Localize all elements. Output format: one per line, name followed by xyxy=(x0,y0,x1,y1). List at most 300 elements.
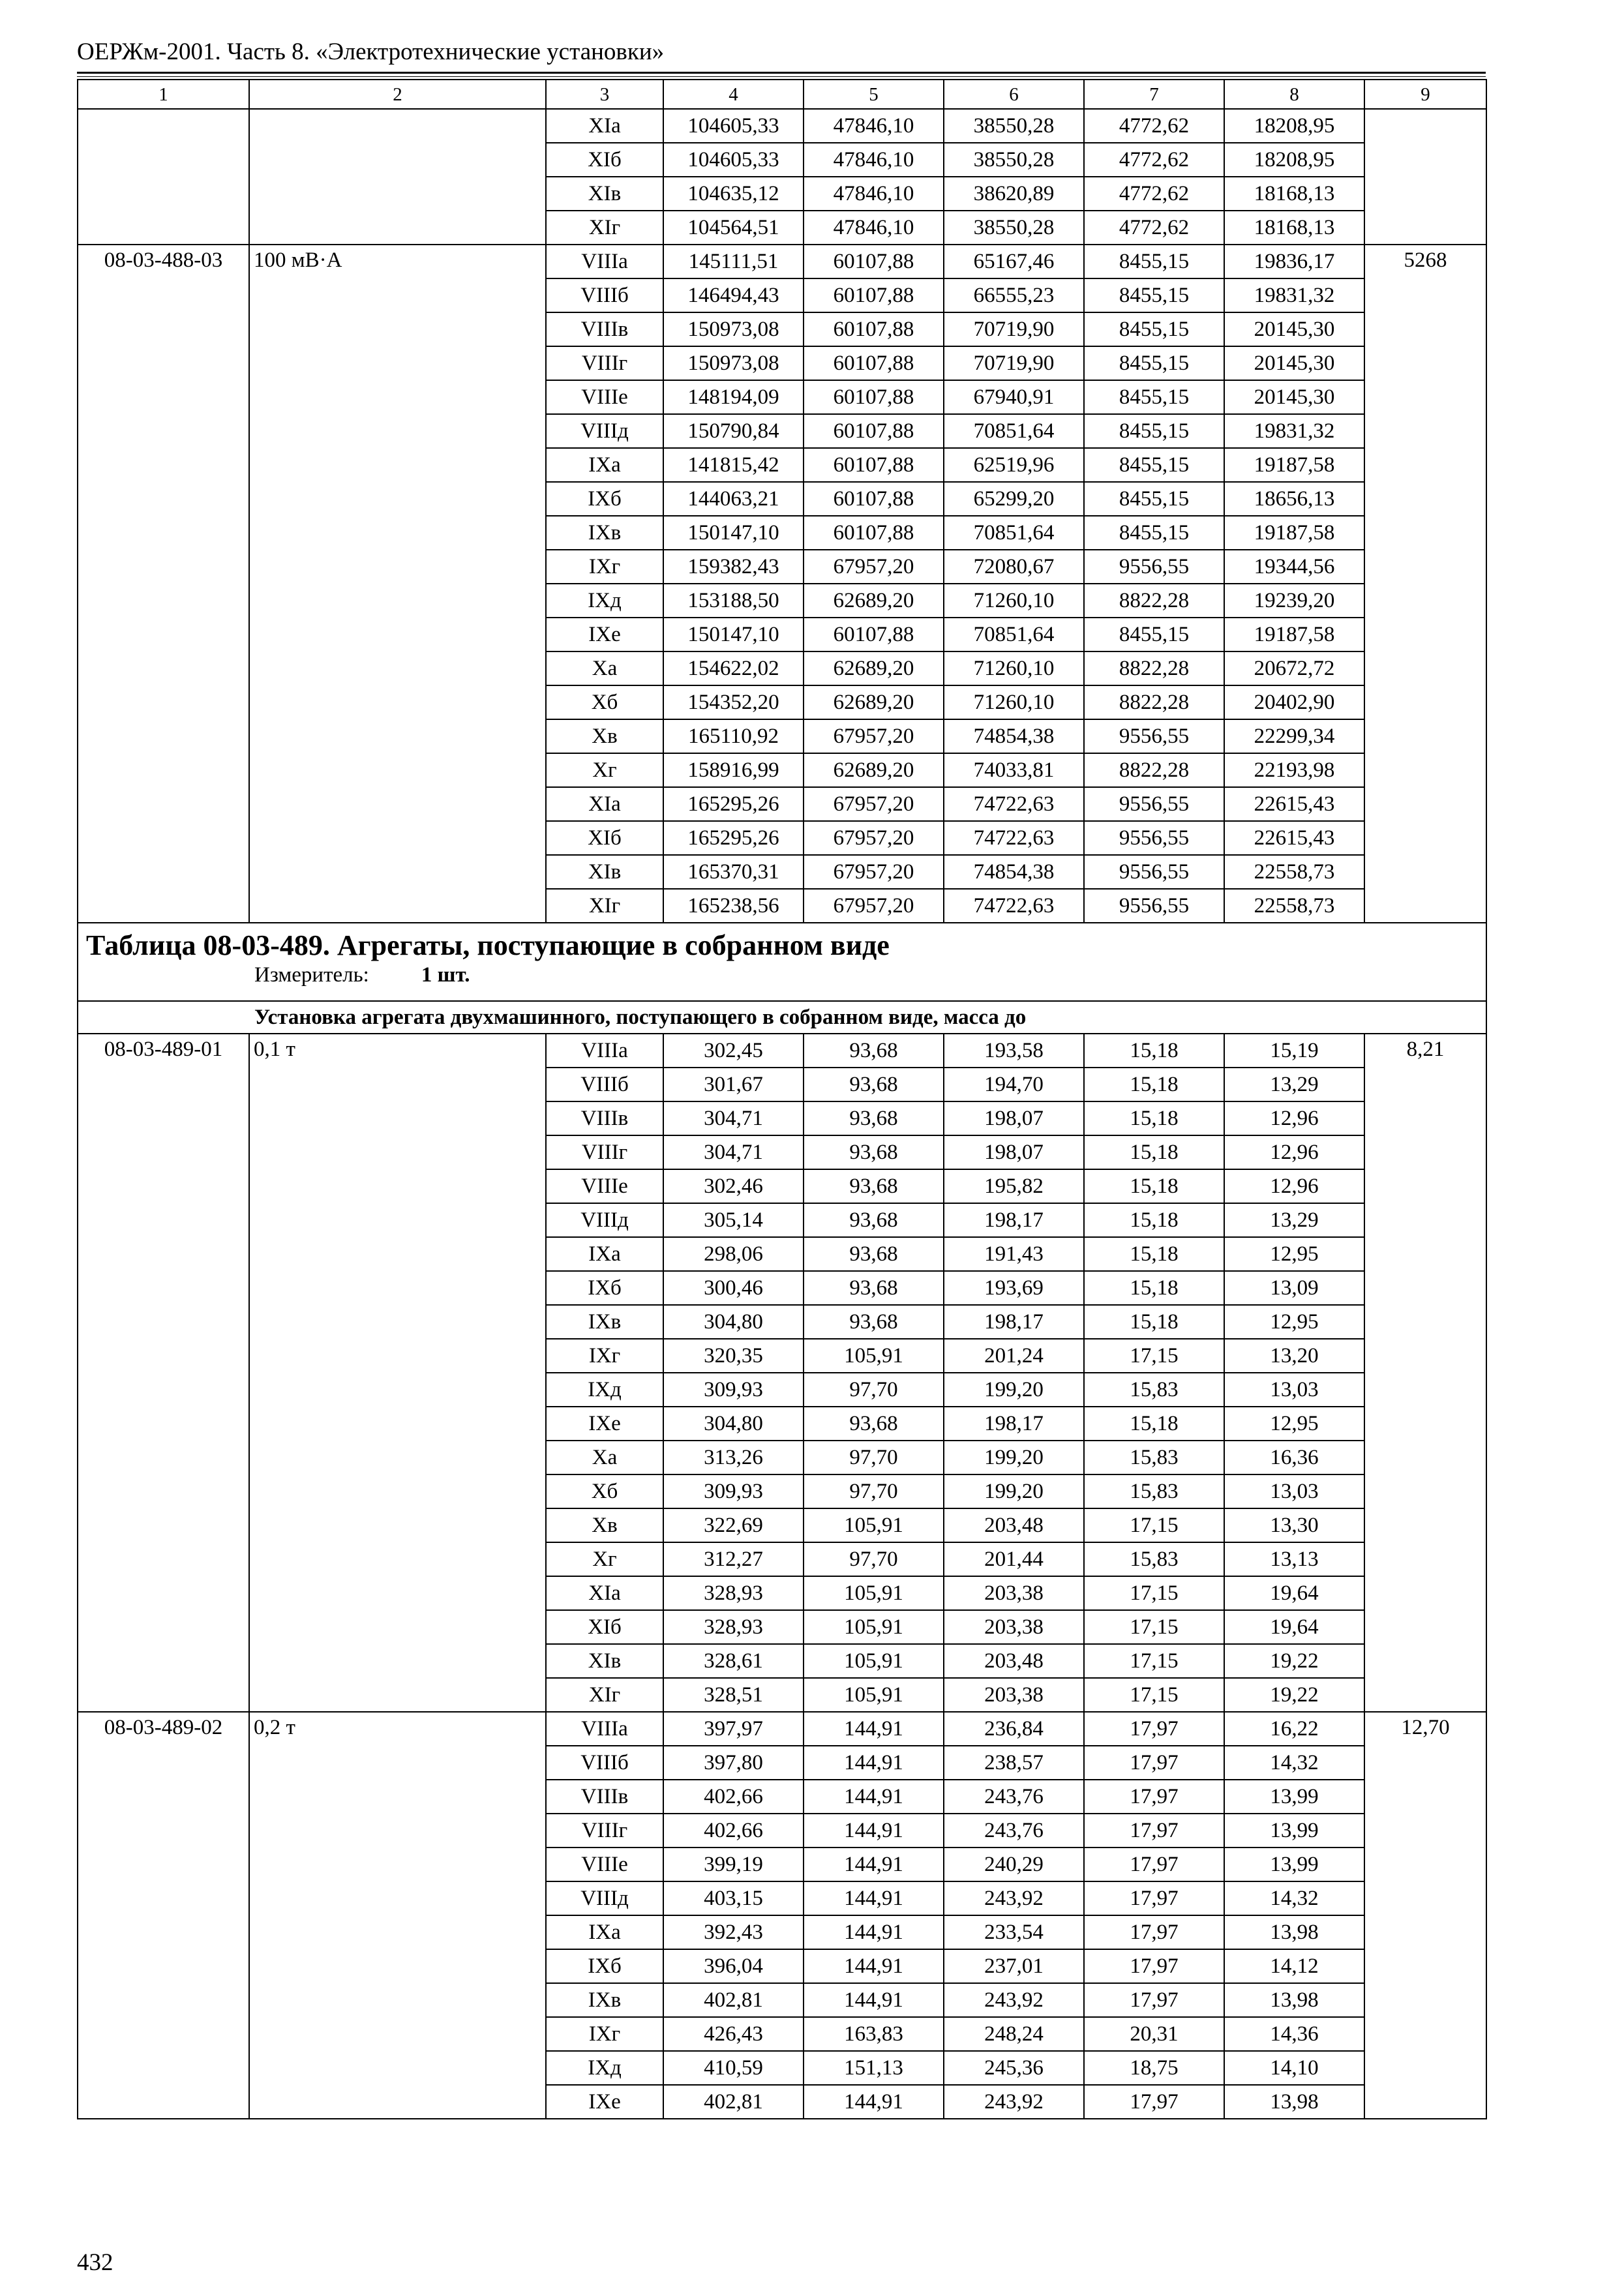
region-cell: VIIIа xyxy=(546,1712,663,1746)
operator-wages-cell: 15,18 xyxy=(1084,1101,1224,1135)
materials-cell: 19239,20 xyxy=(1224,584,1364,618)
operator-wages-cell: 15,18 xyxy=(1084,1203,1224,1237)
materials-cell: 16,22 xyxy=(1224,1712,1364,1746)
wages-cell: 105,91 xyxy=(804,1644,944,1678)
operator-wages-cell: 9556,55 xyxy=(1084,889,1224,923)
column-number: 4 xyxy=(663,80,804,109)
total-cost-cell: 302,46 xyxy=(663,1169,804,1203)
total-cost-cell: 309,93 xyxy=(663,1474,804,1508)
operator-wages-cell: 17,15 xyxy=(1084,1339,1224,1373)
total-cost-cell: 300,46 xyxy=(663,1271,804,1305)
operator-wages-cell: 4772,62 xyxy=(1084,211,1224,245)
operator-wages-cell: 8455,15 xyxy=(1084,312,1224,346)
machine-cost-cell: 71260,10 xyxy=(944,584,1084,618)
total-cost-cell: 154622,02 xyxy=(663,651,804,685)
wages-cell: 60107,88 xyxy=(804,618,944,651)
materials-cell: 13,29 xyxy=(1224,1068,1364,1101)
table-row xyxy=(78,1034,1486,1068)
materials-cell: 13,98 xyxy=(1224,2085,1364,2119)
total-cost-cell: 403,15 xyxy=(663,1881,804,1915)
wages-cell: 151,13 xyxy=(804,2051,944,2085)
extra-value-cell: 12,70 xyxy=(1364,1712,1486,2119)
total-cost-cell: 104605,33 xyxy=(663,109,804,143)
total-cost-cell: 309,93 xyxy=(663,1373,804,1407)
wages-cell: 93,68 xyxy=(804,1237,944,1271)
operator-wages-cell: 8455,15 xyxy=(1084,414,1224,448)
materials-cell: 14,36 xyxy=(1224,2017,1364,2051)
machine-cost-cell: 240,29 xyxy=(944,1848,1084,1881)
operator-wages-cell: 20,31 xyxy=(1084,2017,1224,2051)
machine-cost-cell: 198,17 xyxy=(944,1203,1084,1237)
wages-cell: 47846,10 xyxy=(804,177,944,211)
total-cost-cell: 305,14 xyxy=(663,1203,804,1237)
region-cell: IXв xyxy=(546,1305,663,1339)
machine-cost-cell: 233,54 xyxy=(944,1915,1084,1949)
wages-cell: 163,83 xyxy=(804,2017,944,2051)
operator-wages-cell: 15,18 xyxy=(1084,1034,1224,1068)
total-cost-cell: 396,04 xyxy=(663,1949,804,1983)
operator-wages-cell: 15,83 xyxy=(1084,1474,1224,1508)
total-cost-cell: 397,80 xyxy=(663,1746,804,1780)
wages-cell: 60107,88 xyxy=(804,414,944,448)
page-header: ОЕРЖм-2001. Часть 8. «Электротехнические установки» xyxy=(77,38,665,65)
total-cost-cell: 410,59 xyxy=(663,2051,804,2085)
machine-cost-cell: 237,01 xyxy=(944,1949,1084,1983)
operator-wages-cell: 8455,15 xyxy=(1084,516,1224,550)
region-cell: VIIIа xyxy=(546,1034,663,1068)
machine-cost-cell: 38550,28 xyxy=(944,211,1084,245)
materials-cell: 12,95 xyxy=(1224,1237,1364,1271)
region-cell: Xв xyxy=(546,1508,663,1542)
materials-cell: 22558,73 xyxy=(1224,889,1364,923)
total-cost-cell: 165295,26 xyxy=(663,787,804,821)
operator-wages-cell: 8455,15 xyxy=(1084,380,1224,414)
operator-wages-cell: 17,97 xyxy=(1084,1848,1224,1881)
materials-cell: 12,95 xyxy=(1224,1407,1364,1441)
region-cell: XIв xyxy=(546,855,663,889)
wages-cell: 97,70 xyxy=(804,1441,944,1474)
header-rule-thick xyxy=(77,72,1486,74)
machine-cost-cell: 38620,89 xyxy=(944,177,1084,211)
operator-wages-cell: 8455,15 xyxy=(1084,245,1224,278)
operator-wages-cell: 8455,15 xyxy=(1084,278,1224,312)
materials-cell: 14,32 xyxy=(1224,1881,1364,1915)
operator-wages-cell: 18,75 xyxy=(1084,2051,1224,2085)
wages-cell: 144,91 xyxy=(804,1780,944,1814)
operator-wages-cell: 17,97 xyxy=(1084,1949,1224,1983)
operator-wages-cell: 17,97 xyxy=(1084,1983,1224,2017)
region-cell: VIIIв xyxy=(546,312,663,346)
materials-cell: 12,96 xyxy=(1224,1169,1364,1203)
operator-wages-cell: 9556,55 xyxy=(1084,821,1224,855)
total-cost-cell: 148194,09 xyxy=(663,380,804,414)
wages-cell: 62689,20 xyxy=(804,651,944,685)
column-number: 2 xyxy=(249,80,546,109)
machine-cost-cell: 38550,28 xyxy=(944,143,1084,177)
materials-cell: 14,12 xyxy=(1224,1949,1364,1983)
operator-wages-cell: 17,15 xyxy=(1084,1610,1224,1644)
total-cost-cell: 392,43 xyxy=(663,1915,804,1949)
wages-cell: 144,91 xyxy=(804,1712,944,1746)
rate-code-cell: 08-03-488-03 xyxy=(78,245,249,923)
total-cost-cell: 301,67 xyxy=(663,1068,804,1101)
wages-cell: 67957,20 xyxy=(804,889,944,923)
operator-wages-cell: 15,18 xyxy=(1084,1169,1224,1203)
wages-cell: 144,91 xyxy=(804,1848,944,1881)
total-cost-cell: 397,97 xyxy=(663,1712,804,1746)
materials-cell: 22615,43 xyxy=(1224,821,1364,855)
region-cell: IXд xyxy=(546,584,663,618)
total-cost-cell: 165295,26 xyxy=(663,821,804,855)
total-cost-cell: 399,19 xyxy=(663,1848,804,1881)
machine-cost-cell: 74722,63 xyxy=(944,821,1084,855)
total-cost-cell: 158916,99 xyxy=(663,753,804,787)
operator-wages-cell: 15,18 xyxy=(1084,1407,1224,1441)
operator-wages-cell: 17,97 xyxy=(1084,1712,1224,1746)
wages-cell: 62689,20 xyxy=(804,685,944,719)
total-cost-cell: 150973,08 xyxy=(663,312,804,346)
region-cell: VIIIд xyxy=(546,414,663,448)
parameter-cell: 100 мВ·А xyxy=(249,245,546,923)
wages-cell: 105,91 xyxy=(804,1576,944,1610)
region-cell: IXб xyxy=(546,482,663,516)
operator-wages-cell: 17,15 xyxy=(1084,1508,1224,1542)
materials-cell: 12,95 xyxy=(1224,1305,1364,1339)
total-cost-cell: 298,06 xyxy=(663,1237,804,1271)
column-number: 6 xyxy=(944,80,1084,109)
operator-wages-cell: 17,97 xyxy=(1084,1746,1224,1780)
column-number: 8 xyxy=(1224,80,1364,109)
wages-cell: 60107,88 xyxy=(804,278,944,312)
total-cost-cell: 322,69 xyxy=(663,1508,804,1542)
region-cell: IXб xyxy=(546,1949,663,1983)
materials-cell: 20145,30 xyxy=(1224,380,1364,414)
total-cost-cell: 426,43 xyxy=(663,2017,804,2051)
materials-cell: 16,36 xyxy=(1224,1441,1364,1474)
machine-cost-cell: 74854,38 xyxy=(944,855,1084,889)
table-row xyxy=(78,109,1486,143)
materials-cell: 15,19 xyxy=(1224,1034,1364,1068)
operator-wages-cell: 8822,28 xyxy=(1084,685,1224,719)
machine-cost-cell: 201,44 xyxy=(944,1542,1084,1576)
extra-value-cell: 8,21 xyxy=(1364,1034,1486,1712)
operator-wages-cell: 17,15 xyxy=(1084,1576,1224,1610)
operator-wages-cell: 8455,15 xyxy=(1084,618,1224,651)
materials-cell: 19831,32 xyxy=(1224,414,1364,448)
total-cost-cell: 312,27 xyxy=(663,1542,804,1576)
total-cost-cell: 150147,10 xyxy=(663,516,804,550)
total-cost-cell: 150790,84 xyxy=(663,414,804,448)
column-number-row xyxy=(78,80,1486,109)
operator-wages-cell: 8455,15 xyxy=(1084,448,1224,482)
region-cell: VIIIг xyxy=(546,1814,663,1848)
region-cell: XIа xyxy=(546,787,663,821)
region-cell: XIг xyxy=(546,889,663,923)
machine-cost-cell: 70851,64 xyxy=(944,414,1084,448)
operator-wages-cell: 9556,55 xyxy=(1084,855,1224,889)
materials-cell: 19,22 xyxy=(1224,1644,1364,1678)
materials-cell: 19831,32 xyxy=(1224,278,1364,312)
operator-wages-cell: 4772,62 xyxy=(1084,143,1224,177)
operator-wages-cell: 15,83 xyxy=(1084,1373,1224,1407)
machine-cost-cell: 198,07 xyxy=(944,1101,1084,1135)
wages-cell: 47846,10 xyxy=(804,211,944,245)
total-cost-cell: 145111,51 xyxy=(663,245,804,278)
machine-cost-cell: 199,20 xyxy=(944,1441,1084,1474)
wages-cell: 93,68 xyxy=(804,1305,944,1339)
materials-cell: 13,03 xyxy=(1224,1373,1364,1407)
region-cell: IXг xyxy=(546,550,663,584)
region-cell: VIIIб xyxy=(546,1068,663,1101)
region-cell: Xв xyxy=(546,719,663,753)
materials-cell: 20145,30 xyxy=(1224,346,1364,380)
region-cell: XIг xyxy=(546,1678,663,1712)
materials-cell: 13,09 xyxy=(1224,1271,1364,1305)
total-cost-cell: 313,26 xyxy=(663,1441,804,1474)
machine-cost-cell: 38550,28 xyxy=(944,109,1084,143)
total-cost-cell: 159382,43 xyxy=(663,550,804,584)
machine-cost-cell: 243,92 xyxy=(944,1983,1084,2017)
column-number: 3 xyxy=(546,80,663,109)
operator-wages-cell: 4772,62 xyxy=(1084,177,1224,211)
region-cell: IXв xyxy=(546,1983,663,2017)
region-cell: XIб xyxy=(546,821,663,855)
machine-cost-cell: 203,38 xyxy=(944,1678,1084,1712)
wages-cell: 144,91 xyxy=(804,1746,944,1780)
operator-wages-cell: 15,83 xyxy=(1084,1542,1224,1576)
machine-cost-cell: 198,17 xyxy=(944,1407,1084,1441)
region-cell: Xг xyxy=(546,753,663,787)
rate-code-cell: 08-03-489-01 xyxy=(78,1034,249,1712)
wages-cell: 93,68 xyxy=(804,1101,944,1135)
operator-wages-cell: 17,15 xyxy=(1084,1678,1224,1712)
machine-cost-cell: 194,70 xyxy=(944,1068,1084,1101)
machine-cost-cell: 70719,90 xyxy=(944,312,1084,346)
region-cell: IXд xyxy=(546,2051,663,2085)
meter-line xyxy=(254,965,1478,985)
section-heading: Установка агрегата двухмашинного, поступающего в собранном виде, масса до xyxy=(78,1001,1486,1034)
materials-cell: 19,64 xyxy=(1224,1576,1364,1610)
region-cell: Xб xyxy=(546,1474,663,1508)
total-cost-cell: 402,81 xyxy=(663,1983,804,2017)
operator-wages-cell: 15,83 xyxy=(1084,1441,1224,1474)
machine-cost-cell: 70719,90 xyxy=(944,346,1084,380)
region-cell: IXа xyxy=(546,1237,663,1271)
wages-cell: 105,91 xyxy=(804,1678,944,1712)
operator-wages-cell: 9556,55 xyxy=(1084,719,1224,753)
materials-cell: 18208,95 xyxy=(1224,109,1364,143)
materials-cell: 13,03 xyxy=(1224,1474,1364,1508)
operator-wages-cell: 8822,28 xyxy=(1084,753,1224,787)
wages-cell: 144,91 xyxy=(804,1915,944,1949)
region-cell: XIб xyxy=(546,1610,663,1644)
wages-cell: 105,91 xyxy=(804,1339,944,1373)
wages-cell: 47846,10 xyxy=(804,109,944,143)
machine-cost-cell: 65167,46 xyxy=(944,245,1084,278)
wages-cell: 144,91 xyxy=(804,1949,944,1983)
machine-cost-cell: 193,58 xyxy=(944,1034,1084,1068)
operator-wages-cell: 15,18 xyxy=(1084,1305,1224,1339)
total-cost-cell: 402,66 xyxy=(663,1780,804,1814)
machine-cost-cell: 70851,64 xyxy=(944,516,1084,550)
table-title-cell xyxy=(78,923,1486,1001)
operator-wages-cell: 17,15 xyxy=(1084,1644,1224,1678)
wages-cell: 144,91 xyxy=(804,1814,944,1848)
total-cost-cell: 304,80 xyxy=(663,1407,804,1441)
materials-cell: 13,99 xyxy=(1224,1780,1364,1814)
operator-wages-cell: 17,97 xyxy=(1084,1881,1224,1915)
wages-cell: 62689,20 xyxy=(804,584,944,618)
operator-wages-cell: 17,97 xyxy=(1084,1814,1224,1848)
region-cell: VIIIд xyxy=(546,1203,663,1237)
wages-cell: 67957,20 xyxy=(804,550,944,584)
materials-cell: 19,64 xyxy=(1224,1610,1364,1644)
materials-cell: 22299,34 xyxy=(1224,719,1364,753)
operator-wages-cell: 4772,62 xyxy=(1084,109,1224,143)
machine-cost-cell: 199,20 xyxy=(944,1373,1084,1407)
wages-cell: 105,91 xyxy=(804,1610,944,1644)
section-heading-row xyxy=(78,1001,1486,1034)
region-cell: IXв xyxy=(546,516,663,550)
rate-code-cell xyxy=(78,109,249,245)
region-cell: IXг xyxy=(546,2017,663,2051)
machine-cost-cell: 243,76 xyxy=(944,1814,1084,1848)
machine-cost-cell: 238,57 xyxy=(944,1746,1084,1780)
column-number: 9 xyxy=(1364,80,1486,109)
wages-cell: 93,68 xyxy=(804,1068,944,1101)
wages-cell: 93,68 xyxy=(804,1407,944,1441)
wages-cell: 144,91 xyxy=(804,1881,944,1915)
wages-cell: 93,68 xyxy=(804,1169,944,1203)
machine-cost-cell: 236,84 xyxy=(944,1712,1084,1746)
parameter-cell xyxy=(249,109,546,245)
materials-cell: 19187,58 xyxy=(1224,516,1364,550)
materials-cell: 13,29 xyxy=(1224,1203,1364,1237)
region-cell: VIIIб xyxy=(546,278,663,312)
wages-cell: 67957,20 xyxy=(804,719,944,753)
total-cost-cell: 150147,10 xyxy=(663,618,804,651)
region-cell: VIIIе xyxy=(546,380,663,414)
machine-cost-cell: 66555,23 xyxy=(944,278,1084,312)
machine-cost-cell: 70851,64 xyxy=(944,618,1084,651)
materials-cell: 19187,58 xyxy=(1224,448,1364,482)
machine-cost-cell: 71260,10 xyxy=(944,685,1084,719)
machine-cost-cell: 195,82 xyxy=(944,1169,1084,1203)
total-cost-cell: 165110,92 xyxy=(663,719,804,753)
region-cell: VIIIе xyxy=(546,1848,663,1881)
region-cell: XIб xyxy=(546,143,663,177)
region-cell: IXе xyxy=(546,1407,663,1441)
wages-cell: 93,68 xyxy=(804,1135,944,1169)
wages-cell: 144,91 xyxy=(804,1983,944,2017)
table-title: Таблица 08-03-489. Агрегаты, поступающие в собранном виде xyxy=(86,929,890,961)
region-cell: VIIIб xyxy=(546,1746,663,1780)
extra-value-cell xyxy=(1364,109,1486,245)
total-cost-cell: 104635,12 xyxy=(663,177,804,211)
wages-cell: 105,91 xyxy=(804,1508,944,1542)
total-cost-cell: 402,66 xyxy=(663,1814,804,1848)
total-cost-cell: 165238,56 xyxy=(663,889,804,923)
machine-cost-cell: 203,48 xyxy=(944,1508,1084,1542)
region-cell: IXд xyxy=(546,1373,663,1407)
machine-cost-cell: 243,76 xyxy=(944,1780,1084,1814)
table-title-row xyxy=(78,923,1486,1001)
wages-cell: 60107,88 xyxy=(804,346,944,380)
total-cost-cell: 328,93 xyxy=(663,1610,804,1644)
wages-cell: 62689,20 xyxy=(804,753,944,787)
wages-cell: 60107,88 xyxy=(804,516,944,550)
wages-cell: 93,68 xyxy=(804,1034,944,1068)
materials-cell: 19,22 xyxy=(1224,1678,1364,1712)
operator-wages-cell: 17,97 xyxy=(1084,1780,1224,1814)
total-cost-cell: 144063,21 xyxy=(663,482,804,516)
total-cost-cell: 153188,50 xyxy=(663,584,804,618)
machine-cost-cell: 201,24 xyxy=(944,1339,1084,1373)
materials-cell: 12,96 xyxy=(1224,1101,1364,1135)
region-cell: VIIIв xyxy=(546,1780,663,1814)
wages-cell: 67957,20 xyxy=(804,821,944,855)
rates-table xyxy=(77,79,1487,2119)
meter-label: Измеритель: xyxy=(254,963,369,987)
materials-cell: 14,32 xyxy=(1224,1746,1364,1780)
wages-cell: 60107,88 xyxy=(804,380,944,414)
operator-wages-cell: 8822,28 xyxy=(1084,651,1224,685)
wages-cell: 47846,10 xyxy=(804,143,944,177)
total-cost-cell: 104605,33 xyxy=(663,143,804,177)
region-cell: XIг xyxy=(546,211,663,245)
total-cost-cell: 154352,20 xyxy=(663,685,804,719)
materials-cell: 22615,43 xyxy=(1224,787,1364,821)
materials-cell: 18168,13 xyxy=(1224,211,1364,245)
region-cell: XIв xyxy=(546,1644,663,1678)
machine-cost-cell: 191,43 xyxy=(944,1237,1084,1271)
operator-wages-cell: 15,18 xyxy=(1084,1135,1224,1169)
table-row xyxy=(78,1712,1486,1746)
region-cell: IXб xyxy=(546,1271,663,1305)
materials-cell: 13,20 xyxy=(1224,1339,1364,1373)
total-cost-cell: 328,93 xyxy=(663,1576,804,1610)
page-number: 432 xyxy=(77,2249,113,2276)
machine-cost-cell: 198,17 xyxy=(944,1305,1084,1339)
region-cell: VIIIе xyxy=(546,1169,663,1203)
machine-cost-cell: 198,07 xyxy=(944,1135,1084,1169)
total-cost-cell: 320,35 xyxy=(663,1339,804,1373)
wages-cell: 93,68 xyxy=(804,1271,944,1305)
wages-cell: 97,70 xyxy=(804,1474,944,1508)
operator-wages-cell: 9556,55 xyxy=(1084,550,1224,584)
wages-cell: 60107,88 xyxy=(804,448,944,482)
header-rule-thin xyxy=(77,76,1486,77)
region-cell: IXа xyxy=(546,448,663,482)
region-cell: XIа xyxy=(546,109,663,143)
wages-cell: 144,91 xyxy=(804,2085,944,2119)
region-cell: XIа xyxy=(546,1576,663,1610)
total-cost-cell: 304,80 xyxy=(663,1305,804,1339)
total-cost-cell: 328,51 xyxy=(663,1678,804,1712)
region-cell: VIIIг xyxy=(546,1135,663,1169)
machine-cost-cell: 243,92 xyxy=(944,2085,1084,2119)
materials-cell: 13,98 xyxy=(1224,1983,1364,2017)
materials-cell: 13,99 xyxy=(1224,1814,1364,1848)
total-cost-cell: 141815,42 xyxy=(663,448,804,482)
total-cost-cell: 146494,43 xyxy=(663,278,804,312)
wages-cell: 93,68 xyxy=(804,1203,944,1237)
total-cost-cell: 165370,31 xyxy=(663,855,804,889)
machine-cost-cell: 203,38 xyxy=(944,1576,1084,1610)
materials-cell: 22193,98 xyxy=(1224,753,1364,787)
machine-cost-cell: 62519,96 xyxy=(944,448,1084,482)
machine-cost-cell: 243,92 xyxy=(944,1881,1084,1915)
